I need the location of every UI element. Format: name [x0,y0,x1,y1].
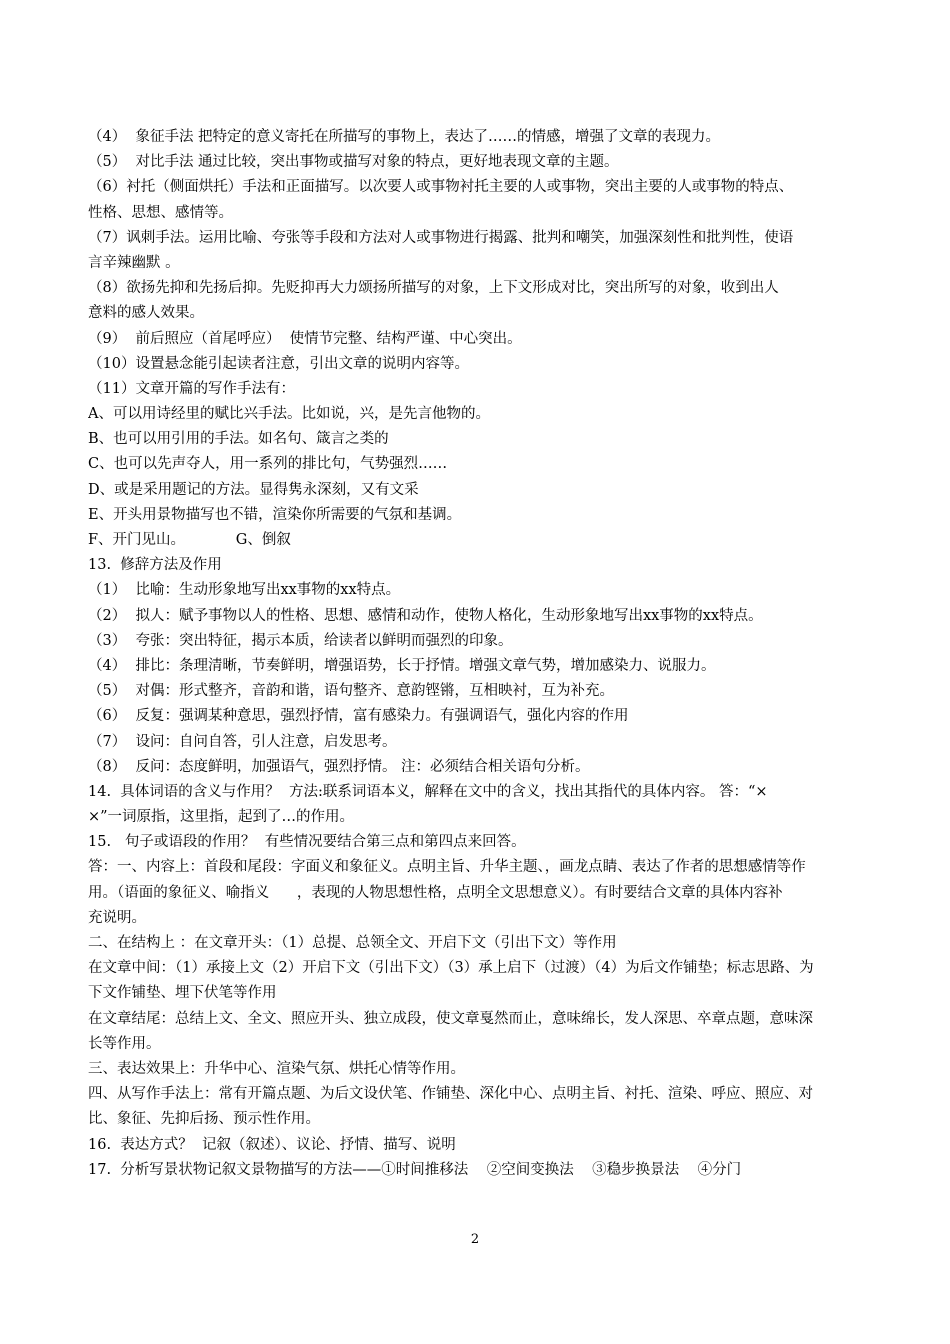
text-line: D、或是采用题记的方法。显得隽永深刻，又有文采 [88,481,419,498]
text-line: （5） 对比手法 通过比较，突出事物或描写对象的特点，更好地表现文章的主题。 [88,154,619,171]
text-line: （3） 夸张：突出特征，揭示本质，给读者以鲜明而强烈的印象。 [88,632,513,649]
text-line: C、也可以先声夺人，用一系列的排比句，气势强烈…… [88,456,448,473]
text-line: 比、象征、先抑后扬、预示性作用。 [88,1111,320,1128]
text-line: （10）设置悬念能引起读者注意，引出文章的说明内容等。 [88,355,469,372]
text-line: 长等作用。 [88,1035,161,1052]
text-line: 性格、思想、感情等。 [88,204,233,221]
text-line: 言辛辣幽默 。 [88,254,180,271]
text-line: （4） 排比：条理清晰，节奏鲜明，增强语势，长于抒情。增强文章气势，增加感染力、说服力。 [88,657,716,674]
text-line: 用。（语面的象征义、喻指义 ，表现的人物思想性格，点明全文思想意义）。有时要结合文章的具体内容补 [88,884,783,901]
text-line: 三、表达效果上：升华中心、渲染气氛、烘托心情等作用。 [88,1060,465,1077]
page-number: 2 [470,1232,480,1247]
text-line: 13. 修辞方法及作用 [88,557,222,574]
text-line: 意料的感人效果。 [88,305,204,322]
text-line: B、也可以用引用的手法。如名句、箴言之类的 [88,431,389,448]
text-line: 答：一、内容上：首段和尾段：字面义和象征义。点明主旨、升华主题、，画龙点睛、表达了作者的思想感情等作 [88,859,806,876]
text-line: 四、从写作手法上：常有开篇点题、为后文设伏笔、作铺垫、深化中心、点明主旨、衬托、渲染、呼应、照应、对 [88,1086,813,1103]
text-line: 16. 表达方式？ 记叙（叙述）、议论、抒情、描写、说明 [88,1136,456,1153]
text-line: 二、在结构上 ：在文章开头：（1）总提、总领全文、开启下文（引出下文）等作用 [88,935,617,951]
text-line: 在文章中间：（1）承接上文（2）开启下文（引出下文）（3）承上启下（过渡）（4）为后文作铺垫；标志思路、为 [88,960,814,977]
text-line: （1） 比喻：生动形象地写出xx事物的xx特点。 [88,582,401,599]
text-line: 在文章结尾：总结上文、全文、照应开头、独立成段，使文章戛然而止，意味绵长，发人深思、卒章点题，意味深 [88,1010,813,1027]
text-line: 17. 分析写景状物记叙文景物描写的方法——①时间推移法 ②空间变换法 ③稳步换景法 ④分门 [88,1161,742,1178]
text-line: 充说明。 [88,909,146,926]
text-line: （8） 反问：态度鲜明，加强语气，强烈抒情。 注：必须结合相关语句分析。 [88,758,590,775]
text-line: （7）讽刺手法。运用比喻、夸张等手段和方法对人或事物进行揭露、批判和嘲笑，加强深刻性和批判性，使语 [88,229,794,246]
text-line: ×”一词原指，这里指，起到了…的作用。 [88,809,355,826]
text-line: 14. 具体词语的含义与作用？ 方法:联系词语本义，解释在文中的含义，找出其指代的具体内容。 答：“× [88,783,768,800]
text-line: 下文作铺垫、埋下伏笔等作用 [88,985,277,1002]
text-line: （5） 对偶：形式整齐，音韵和谐，语句整齐、意韵铿锵，互相映衬，互为补充。 [88,683,614,700]
text-line: （6） 反复：强调某种意思，强烈抒情，富有感染力。有强调语气，强化内容的作用 [88,708,629,725]
text-line: 15. 句子或语段的作用？ 有些情况要结合第三点和第四点来回答。 [88,834,526,851]
text-line: （6）衬托（侧面烘托）手法和正面描写。以次要人或事物衬托主要的人或事物，突出主要的人或事物的特点、 [88,179,794,196]
text-line: （9） 前后照应（首尾呼应） 使情节完整、结构严谨、中心突出。 [88,330,522,347]
text-line: E、开头用景物描写也不错，渲染你所需要的气氛和基调。 [88,506,462,523]
text-line: （2） 拟人：赋予事物以人的性格、思想、感情和动作，使物人格化，生动形象地写出xx事物的xx特点。 [88,607,763,624]
text-line: （7） 设问：自问自答，引人注意，启发思考。 [88,733,397,750]
text-line: （4） 象征手法 把特定的意义寄托在所描写的事物上，表达了……的情感，增强了文章的表现力。 [88,129,721,145]
text-line: （11）文章开篇的写作手法有： [88,380,295,397]
text-line: F、开门见山。 G、倒叙 [88,532,291,548]
text-line: A、可以用诗经里的赋比兴手法。比如说，兴，是先言他物的。 [88,406,490,423]
text-line: （8）欲扬先抑和先扬后抑。先贬抑再大力颂扬所描写的对象，上下文形成对比，突出所写的对象，收到出人 [88,280,779,297]
document-body [88,125,868,1183]
